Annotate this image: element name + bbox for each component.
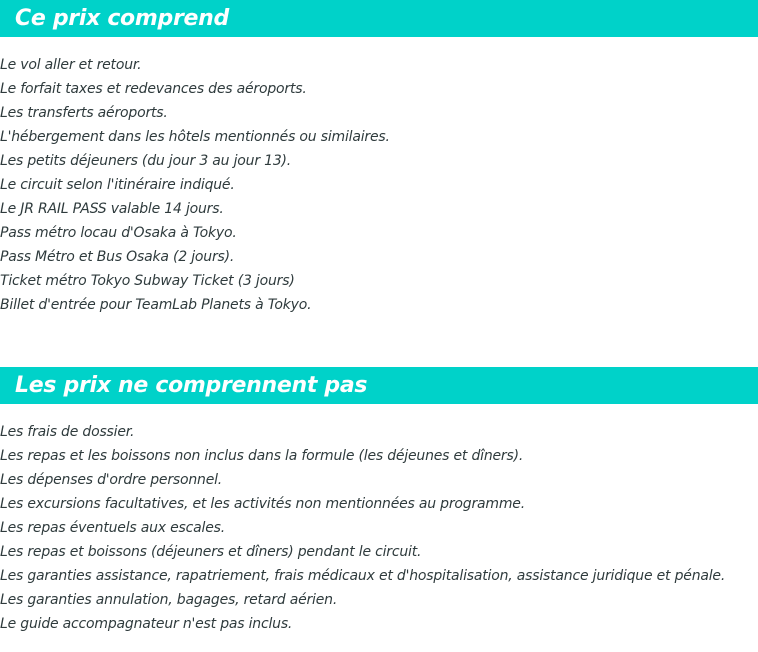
list-item: Les dépenses d'ordre personnel. [0,472,223,488]
list-item: Le guide accompagnateur n'est pas inclus. [0,616,293,632]
list-item: Les repas et boissons (déjeuners et dîners) pendant le circuit. [0,544,422,560]
list-item: Pass métro locau d'Osaka à Tokyo. [0,225,237,241]
included-list [0,53,390,317]
list-item: L'hébergement dans les hôtels mentionnés ou similaires. [0,129,390,145]
included-title: Ce prix comprend [15,6,229,31]
list-item: Le JR RAIL PASS valable 14 jours. [0,201,224,217]
list-item: Les petits déjeuners (du jour 3 au jour 13). [0,153,292,169]
list-item: Les repas éventuels aux escales. [0,520,225,536]
list-item: Le forfait taxes et redevances des aéroports. [0,81,307,97]
excluded-section [0,367,758,404]
list-item: Les garanties assistance, rapatriement, frais médicaux et d'hospitalisation, assistance juridique et pénale. [0,568,726,584]
list-item: Les frais de dossier. [0,424,135,440]
list-item: Ticket métro Tokyo Subway Ticket (3 jours) [0,273,295,289]
list-item: Billet d'entrée pour TeamLab Planets à Tokyo. [0,297,312,313]
included-section [0,0,758,37]
excluded-header [0,367,758,404]
list-item: Les garanties annulation, bagages, retard aérien. [0,592,338,608]
included-header [0,0,758,37]
excluded-list [0,420,725,636]
excluded-title: Les prix ne comprennent pas [15,373,368,398]
list-item: Le circuit selon l'itinéraire indiqué. [0,177,235,193]
list-item: Pass Métro et Bus Osaka (2 jours). [0,249,235,265]
list-item: Les excursions facultatives, et les activités non mentionnées au programme. [0,496,525,512]
list-item: Les transferts aéroports. [0,105,168,121]
list-item: Les repas et les boissons non inclus dans la formule (les déjeunes et dîners). [0,448,524,464]
list-item: Le vol aller et retour. [0,57,142,73]
